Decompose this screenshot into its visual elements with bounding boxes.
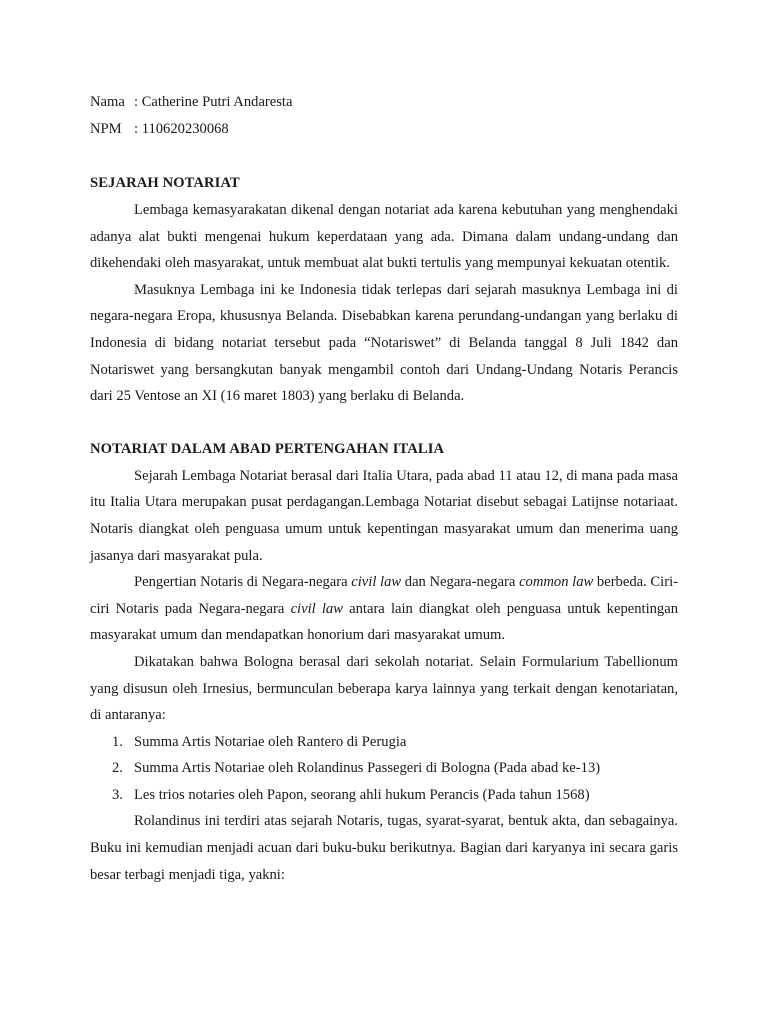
section-heading-sejarah: SEJARAH NOTARIAT: [90, 175, 240, 191]
npm-value: : 110620230068: [134, 121, 229, 137]
text-run: Pengertian Notaris di Negara-negara: [134, 574, 352, 591]
spacer: [90, 143, 678, 170]
paragraph: Rolandinus ini terdiri atas sejarah Notaris, tugas, syarat-syarat, bentuk akta, dan sebagainya. Buku ini kemudian menjadi acuan dari buku-buku berikutnya. Bagian dari karyanya ini secara garis besar terbagi menjadi tiga, yakni:: [90, 813, 678, 883]
paragraph: Lembaga kemasyarakatan dikenal dengan notariat ada karena kebutuhan yang menghendaki adanya alat bukti mengenai hukum keperdataan yang ada. Dimana dalam undang-undang dan dikehendaki oleh masyarakat, untuk membuat alat bukti tertulis yang mempunyai kekuatan otentik.: [90, 202, 678, 272]
text-run: dan Negara-negara: [401, 574, 520, 591]
italic-term: common law: [519, 574, 594, 591]
npm-row: [90, 116, 678, 143]
document-page: [90, 89, 678, 888]
list-number: 1.: [112, 733, 123, 750]
section-heading-italia: NOTARIAT DALAM ABAD PERTENGAHAN ITALIA: [90, 440, 445, 457]
paragraph: Dikatakan bahwa Bologna berasal dari sekolah notariat. Selain Formularium Tabellionum yang disusun oleh Irnesius, bermunculan beberapa karya lainnya yang terkait dengan kenotariatan, di antaranya:: [90, 653, 678, 724]
italic-term: civil law: [290, 600, 343, 617]
name-label: Nama: [90, 94, 125, 110]
works-list: [90, 729, 678, 809]
npm-label: NPM: [90, 121, 122, 137]
spacer: [90, 410, 678, 436]
name-row: [90, 89, 678, 116]
paragraph: Sejarah Lembaga Notariat berasal dari Italia Utara, pada abad 11 atau 12, di mana pada masa itu Italia Utara merupakan pusat perdagangan.Lembaga Notariat disebut sebagai Latijnse notariaat. Notaris diangkat oleh penguasa umum untuk kepentingan masyarakat umum dan menerima uang jasanya dari masyarakat pula.: [90, 467, 678, 564]
list-number: 3.: [112, 786, 123, 803]
italic-term: civil law: [351, 574, 402, 591]
list-item: [90, 729, 678, 756]
paragraph: Masuknya Lembaga ini ke Indonesia tidak terlepas dari sejarah masuknya Lembaga ini di negara-negara Eropa, khususnya Belanda. Disebabkan karena perundang-undangan yang berlaku di Indonesia di bidang notariat tersebut pada “Notariswet” di Belanda tanggal 8 Juli 1842 dan Notariswet yang bersangkutan banyak mengambil contoh dari Undang-Undang Notaris Perancis dari 25 Ventose an XI (16 maret 1803) yang berlaku di Belanda.: [90, 281, 678, 405]
list-item: [90, 782, 678, 809]
list-number: 2.: [112, 760, 123, 777]
list-text: Summa Artis Notariae oleh Rantero di Perugia: [134, 733, 407, 750]
list-item: [90, 755, 678, 782]
name-value: : Catherine Putri Andaresta: [134, 94, 293, 110]
text-run: antara lain diangkat oleh penguasa untuk kepentingan masyarakat umum dan mendapatkan honorium dari masyarakat umum.: [90, 600, 678, 644]
paragraph-civil-law: [90, 569, 678, 649]
list-text: Les trios notaries oleh Papon, seorang ahli hukum Perancis (Pada tahun 1568): [134, 786, 590, 803]
list-text: Summa Artis Notariae oleh Rolandinus Passegeri di Bologna (Pada abad ke-13): [134, 760, 601, 777]
text-run: berbeda. Ciri-ciri Notaris pada Negara-negara: [90, 574, 678, 617]
